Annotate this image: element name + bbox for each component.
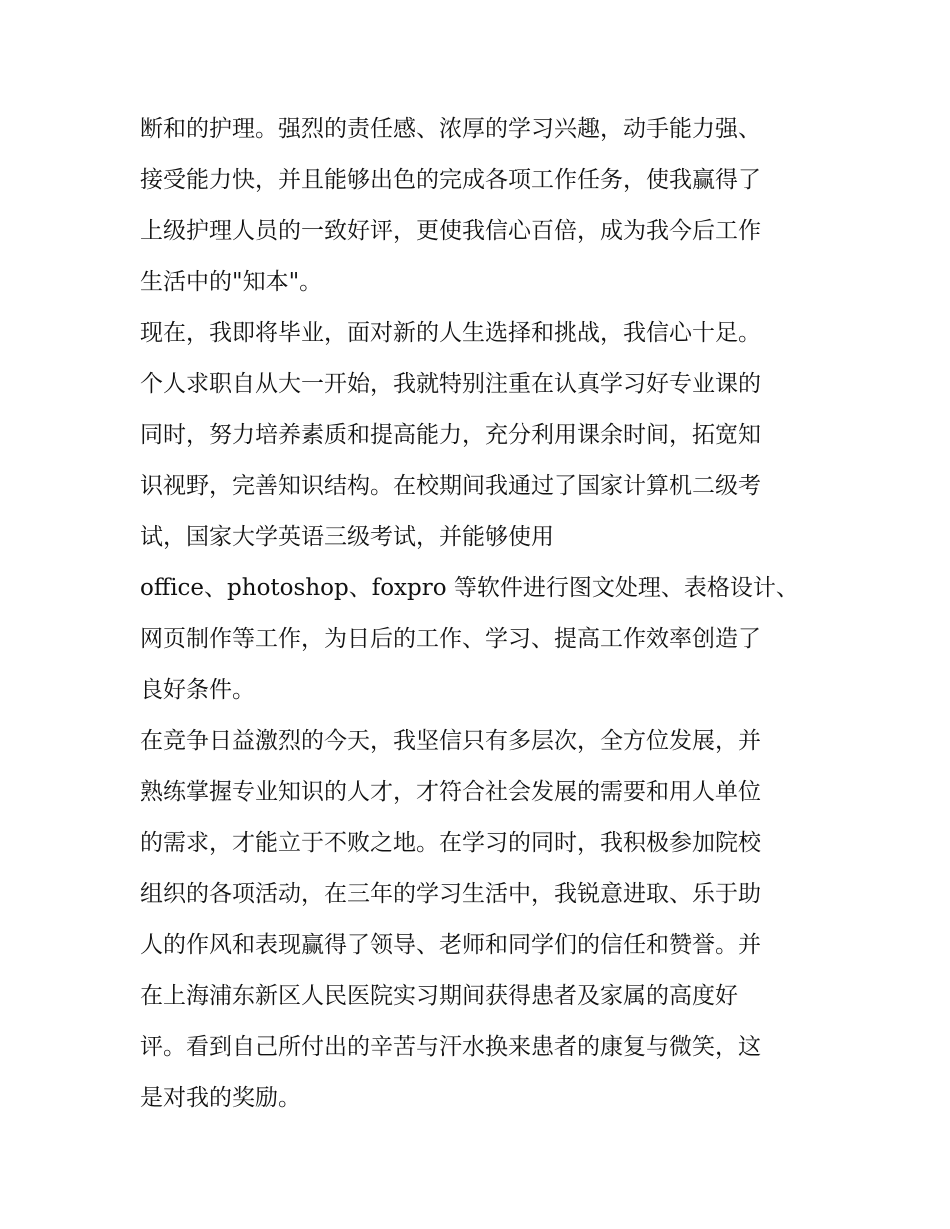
- text-line: 同时，努力培养素质和提高能力，充分利用课余时间，拓宽知: [140, 422, 761, 448]
- text-line: 生活中的"知本"。: [140, 269, 323, 295]
- text-line: 组织的各项活动，在三年的学习生活中，我锐意进取、乐于助: [140, 881, 761, 907]
- text-line: 断和的护理。强烈的责任感、浓厚的学习兴趣，动手能力强、: [140, 116, 761, 142]
- text-line: office、photoshop、foxpro 等软件进行图文处理、表格设计、: [140, 575, 799, 601]
- text-line: 现在，我即将毕业，面对新的人生选择和挑战，我信心十足。: [140, 320, 761, 346]
- text-line: 的需求，才能立于不败之地。在学习的同时，我积极参加院校: [140, 830, 761, 856]
- text-line: 在竞争日益激烈的今天，我坚信只有多层次，全方位发展，并: [140, 728, 761, 754]
- text-line: 评。看到自己所付出的辛苦与汗水换来患者的康复与微笑，这: [140, 1034, 761, 1060]
- text-line: 上级护理人员的一致好评，更使我信心百倍，成为我今后工作: [140, 218, 761, 244]
- text-line: 个人求职自从大一开始，我就特别注重在认真学习好专业课的: [140, 371, 761, 397]
- text-line: 网页制作等工作，为日后的工作、学习、提高工作效率创造了: [140, 626, 761, 652]
- text-line: 熟练掌握专业知识的人才，才符合社会发展的需要和用人单位: [140, 779, 761, 805]
- text-line: 良好条件。: [140, 677, 255, 703]
- text-line: 在上海浦东新区人民医院实习期间获得患者及家属的高度好: [140, 983, 738, 1009]
- body-text: [140, 104, 820, 1124]
- text-line: 是对我的奖励。: [140, 1085, 301, 1111]
- text-line: 识视野，完善知识结构。在校期间我通过了国家计算机二级考: [140, 473, 761, 499]
- text-line: 人的作风和表现赢得了领导、老师和同学们的信任和赞誉。并: [140, 932, 761, 958]
- text-line: 试，国家大学英语三级考试，并能够使用: [140, 524, 554, 550]
- text-line: 接受能力快，并且能够出色的完成各项工作任务，使我赢得了: [140, 167, 761, 193]
